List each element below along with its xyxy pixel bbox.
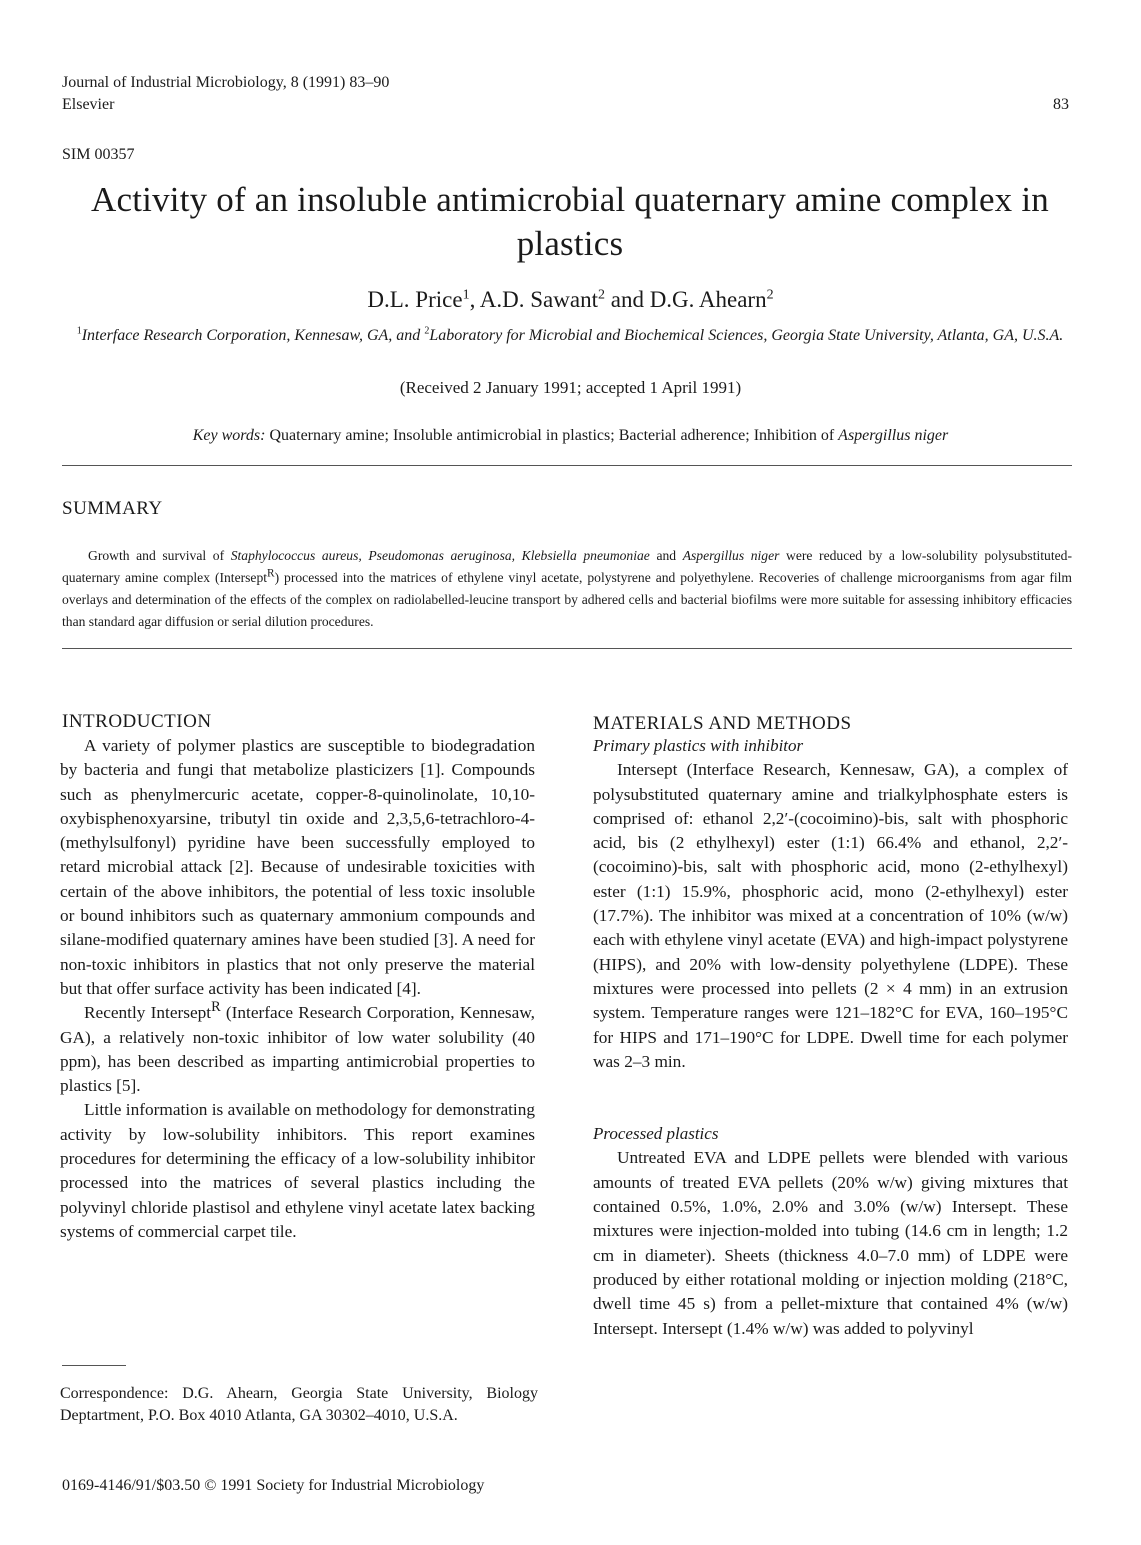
divider	[62, 465, 1072, 466]
publisher: Elsevier	[62, 96, 115, 113]
subsection-heading: Primary plastics with inhibitor	[593, 736, 804, 755]
author-affiliation-mark: 1	[462, 287, 470, 303]
received-dates: (Received 2 January 1991; accepted 1 April 1991)	[399, 378, 742, 397]
author-name: , A.D. Sawant	[469, 287, 598, 312]
journal-citation: Journal of Industrial Microbiology, 8 (1991) 83–90	[62, 74, 390, 91]
author-affiliation-mark: 2	[597, 287, 605, 303]
divider	[62, 648, 1072, 649]
correspondence-footnote: Correspondence: D.G. Ahearn, Georgia State University, Biology Deptartment, P.O. Box 4010 Atlanta, GA 30302–4010, U.S.A.	[60, 1385, 538, 1424]
introduction-heading: INTRODUCTION	[62, 711, 212, 732]
keywords-text: Quaternary amine; Insoluble antimicrobial in plastics; Bacterial adherence; Inhibition of	[265, 427, 839, 444]
author-affiliation-mark: 2	[766, 287, 774, 303]
paragraph: Untreated EVA and LDPE pellets were blended with various amounts of treated EVA pellets (20% w/w) giving mixtures that contained 0.5%, 1.0%, 2.0% and 3.0% (w/w) Intersept. These mixtures were injection-molded into tubing (14.6 cm in length; 1.2 cm in diameter). Sheets (thickness 4.0–7.0 mm) of LDPE were produced by either rotational molding or injection molding (218°C, dwell time 45 s) from a pellet-mixture that contained 4% (w/w) Intersept. Intersept (1.4% w/w) was added to polyvinyl	[593, 1148, 1068, 1338]
summary-organisms: Staphylococcus aureus, Pseudomonas aeruginosa, Klebsiella pneumoniae	[230, 548, 650, 563]
author-name: D.L. Price	[367, 287, 463, 312]
affiliation-text: Interface Research Corporation, Kennesaw, GA, and	[81, 327, 425, 344]
keywords	[0, 427, 1141, 445]
affiliation-text: Laboratory for Microbial and Biochemical Sciences, Georgia State University, Atlanta, GA, U.S.A.	[429, 327, 1064, 344]
footnote-divider	[62, 1365, 126, 1366]
keywords-label: Key words:	[192, 427, 266, 444]
subsection-heading: Processed plastics	[593, 1124, 719, 1144]
author-list	[0, 287, 1141, 313]
summary-heading: SUMMARY	[62, 498, 163, 519]
paragraph: A variety of polymer plastics are susceptible to biodegradation by bacteria and fungi that metabolize plasticizers [1]. Compounds such as phenylmercuric acetate, copper-8-quinolinolate, 10,10-oxybisphenoxyarsine, tributyl tin oxide and 2,3,5,6-tetrachloro-4-(methylsulfonyl) pyridine have been successfully employed to retard microbial attack [2]. Because of undesirable toxicities with certain of the above inhibitors, the potential of less toxic insoluble or bound inhibitors such as quaternary ammonium compounds and silane-modified quaternary amines have been studied [3]. A need for non-toxic inhibitors in plastics that not only preserve the material but that offer surface activity has been indicated [4].	[60, 736, 535, 998]
affiliations	[70, 325, 1070, 347]
keywords-organism: Aspergillus niger	[838, 427, 949, 444]
methods-heading: MATERIALS AND METHODS	[593, 713, 852, 734]
paragraph-run: (Interface Research Corporation, Kennesaw, GA), a relatively non-toxic inhibitor of low water solubility (40 ppm), has been described as imparting antimicrobial properties to plastics [5].	[60, 1003, 535, 1096]
methods-column	[593, 734, 1068, 1341]
page-number: 83	[1053, 96, 1069, 113]
article-id: SIM 00357	[62, 146, 135, 163]
registered-mark: R	[211, 999, 221, 1016]
summary-run: and	[649, 548, 683, 563]
introduction-column	[60, 734, 535, 1244]
affiliation-mark: 1	[76, 325, 82, 337]
summary-run: Growth and survival of	[88, 548, 231, 563]
paragraph	[60, 1001, 535, 1098]
affiliation-mark: 2	[424, 325, 430, 337]
summary-run: ) processed into the matrices of ethylene vinyl acetate, polystyrene and polyethylene. Recoveries of challenge microorganisms from agar film overlays and determination of the effects of the complex on radiolabelled-leucine transport by adhered cells and bacterial biofilms were more suitable for assessing inhibitory efficacies than standard agar diffusion or serial dilution procedures.	[62, 570, 1073, 629]
paragraph: Intersept (Interface Research, Kennesaw, GA), a complex of polysubstituted quaternary amine and trialkylphosphate esters is comprised of: ethanol 2,2′-(cocoimino)-bis, salt with phosphoric acid, bis (2 ethylhexyl) ester (1:1) 66.4% and ethanol, 2,2′- (cocoimino)-bis, salt with phosphoric acid, mono (2-ethylhexyl) ester (1:1) 15.9%, phosphoric acid, mono (2-ethylhexyl) ester (17.7%). The inhibitor was mixed at a concentration of 10% (w/w) each with ethylene vinyl acetate (EVA) and high-impact polystyrene (HIPS), and 20% with low-density polyethylene (LDPE). These mixtures were processed into pellets (2 × 4 mm) in an extrusion system. Temperature ranges were 121–182°C for EVA, 160–195°C for HIPS and 171–190°C for LDPE. Dwell time for each polymer was 2–3 min.	[593, 760, 1068, 1071]
summary-text	[62, 545, 1072, 633]
paragraph: Little information is available on methodology for demonstrating activity by low-solubility inhibitors. This report examines procedures for determining the efficacy of a low-solubility inhibitor processed into the matrices of several plastics including the polyvinyl chloride plastisol and ethylene vinyl acetate latex backing systems of commercial carpet tile.	[60, 1100, 535, 1241]
summary-organisms: Aspergillus niger	[682, 548, 780, 563]
paper-title: Activity of an insoluble antimicrobial quaternary amine complex in plastics	[91, 180, 1049, 263]
paragraph-run: Recently Intersept	[84, 1003, 212, 1023]
registered-mark: R	[267, 567, 275, 580]
copyright-line: 0169-4146/91/$03.50 © 1991 Society for Industrial Microbiology	[62, 1477, 485, 1494]
author-name: and D.G. Ahearn	[604, 287, 767, 312]
summary-run: were reduced by a low-solubility polysubstituted-quaternary amine complex (Intersept	[62, 548, 1072, 585]
